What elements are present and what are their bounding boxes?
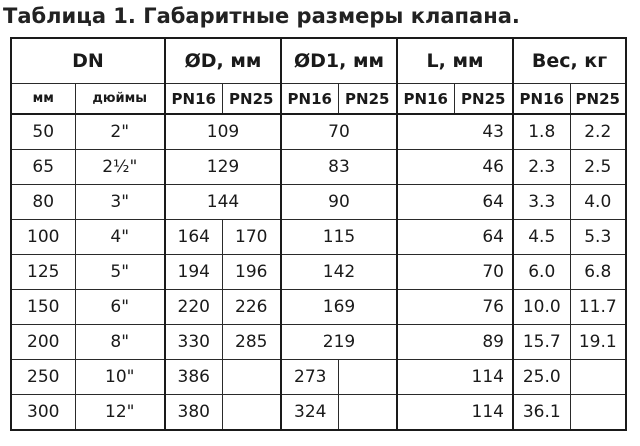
cell-l: 70 bbox=[397, 255, 513, 290]
header-weight-pn16: PN16 bbox=[513, 84, 570, 115]
cell-weight-pn25: 19.1 bbox=[570, 325, 626, 360]
cell-inch: 2" bbox=[75, 114, 165, 150]
header-l-pn16: PN16 bbox=[397, 84, 454, 115]
cell-weight-pn25: 6.8 bbox=[570, 255, 626, 290]
cell-od-pn25: 170 bbox=[222, 220, 281, 255]
table-row bbox=[11, 290, 626, 325]
cell-od1-pn25 bbox=[338, 395, 397, 431]
cell-od-pn16: 220 bbox=[165, 290, 222, 325]
cell-weight-pn25: 11.7 bbox=[570, 290, 626, 325]
cell-inch: 4" bbox=[75, 220, 165, 255]
header-od1-pn25: PN25 bbox=[338, 84, 397, 115]
cell-weight-pn16: 2.3 bbox=[513, 150, 570, 185]
cell-od-pn25 bbox=[222, 395, 281, 431]
cell-l: 46 bbox=[397, 150, 513, 185]
header-l: L, мм bbox=[397, 38, 513, 84]
header-weight: Вес, кг bbox=[513, 38, 626, 84]
cell-od-pn16: 194 bbox=[165, 255, 222, 290]
cell-od-pn16: 386 bbox=[165, 360, 222, 395]
header-dn: DN bbox=[11, 38, 165, 84]
cell-inch: 6" bbox=[75, 290, 165, 325]
cell-mm: 250 bbox=[11, 360, 75, 395]
cell-mm: 200 bbox=[11, 325, 75, 360]
cell-od: 109 bbox=[165, 114, 281, 150]
cell-od1: 83 bbox=[281, 150, 397, 185]
cell-mm: 65 bbox=[11, 150, 75, 185]
cell-od1: 70 bbox=[281, 114, 397, 150]
header-inches: дюймы bbox=[75, 84, 165, 115]
valve-dimensions-table bbox=[10, 37, 627, 431]
cell-weight-pn16: 10.0 bbox=[513, 290, 570, 325]
table-row bbox=[11, 395, 626, 431]
cell-od-pn16: 330 bbox=[165, 325, 222, 360]
cell-l: 114 bbox=[397, 395, 513, 431]
cell-weight-pn25: 5.3 bbox=[570, 220, 626, 255]
page-title: Таблица 1. Габаритные размеры клапана. bbox=[3, 4, 520, 28]
header-od-pn16: PN16 bbox=[165, 84, 222, 115]
cell-od-pn25: 196 bbox=[222, 255, 281, 290]
cell-od1-pn25 bbox=[338, 360, 397, 395]
cell-inch: 12" bbox=[75, 395, 165, 431]
cell-weight-pn16: 25.0 bbox=[513, 360, 570, 395]
cell-l: 64 bbox=[397, 185, 513, 220]
cell-weight-pn16: 1.8 bbox=[513, 114, 570, 150]
header-weight-pn25: PN25 bbox=[570, 84, 626, 115]
cell-l: 43 bbox=[397, 114, 513, 150]
header-l-pn25: PN25 bbox=[454, 84, 513, 115]
header-od-pn25: PN25 bbox=[222, 84, 281, 115]
cell-weight-pn25 bbox=[570, 360, 626, 395]
cell-mm: 125 bbox=[11, 255, 75, 290]
cell-od-pn25: 285 bbox=[222, 325, 281, 360]
cell-od1: 219 bbox=[281, 325, 397, 360]
cell-inch: 3" bbox=[75, 185, 165, 220]
cell-od-pn16: 164 bbox=[165, 220, 222, 255]
cell-od1: 142 bbox=[281, 255, 397, 290]
cell-l: 64 bbox=[397, 220, 513, 255]
cell-l: 114 bbox=[397, 360, 513, 395]
header-od1: ØD1, мм bbox=[281, 38, 397, 84]
header-mm: мм bbox=[11, 84, 75, 115]
cell-od1-pn16: 324 bbox=[281, 395, 338, 431]
cell-weight-pn25 bbox=[570, 395, 626, 431]
table-row bbox=[11, 114, 626, 150]
cell-l: 76 bbox=[397, 290, 513, 325]
cell-od1-pn16: 273 bbox=[281, 360, 338, 395]
cell-mm: 50 bbox=[11, 114, 75, 150]
cell-mm: 300 bbox=[11, 395, 75, 431]
cell-mm: 100 bbox=[11, 220, 75, 255]
cell-inch: 8" bbox=[75, 325, 165, 360]
cell-od: 144 bbox=[165, 185, 281, 220]
table-row bbox=[11, 185, 626, 220]
cell-od-pn16: 380 bbox=[165, 395, 222, 431]
cell-od: 129 bbox=[165, 150, 281, 185]
cell-weight-pn16: 3.3 bbox=[513, 185, 570, 220]
cell-mm: 150 bbox=[11, 290, 75, 325]
cell-od1: 90 bbox=[281, 185, 397, 220]
header-od1-pn16: PN16 bbox=[281, 84, 338, 115]
cell-od-pn25 bbox=[222, 360, 281, 395]
header-od: ØD, мм bbox=[165, 38, 281, 84]
cell-weight-pn16: 4.5 bbox=[513, 220, 570, 255]
cell-weight-pn16: 15.7 bbox=[513, 325, 570, 360]
table-row bbox=[11, 360, 626, 395]
table-row bbox=[11, 255, 626, 290]
table-row bbox=[11, 325, 626, 360]
cell-weight-pn16: 6.0 bbox=[513, 255, 570, 290]
cell-l: 89 bbox=[397, 325, 513, 360]
cell-weight-pn16: 36.1 bbox=[513, 395, 570, 431]
table-row bbox=[11, 220, 626, 255]
cell-mm: 80 bbox=[11, 185, 75, 220]
cell-od1: 115 bbox=[281, 220, 397, 255]
cell-weight-pn25: 2.5 bbox=[570, 150, 626, 185]
cell-od1: 169 bbox=[281, 290, 397, 325]
cell-od-pn25: 226 bbox=[222, 290, 281, 325]
cell-inch: 2½" bbox=[75, 150, 165, 185]
cell-inch: 10" bbox=[75, 360, 165, 395]
cell-inch: 5" bbox=[75, 255, 165, 290]
table-row bbox=[11, 150, 626, 185]
cell-weight-pn25: 4.0 bbox=[570, 185, 626, 220]
cell-weight-pn25: 2.2 bbox=[570, 114, 626, 150]
